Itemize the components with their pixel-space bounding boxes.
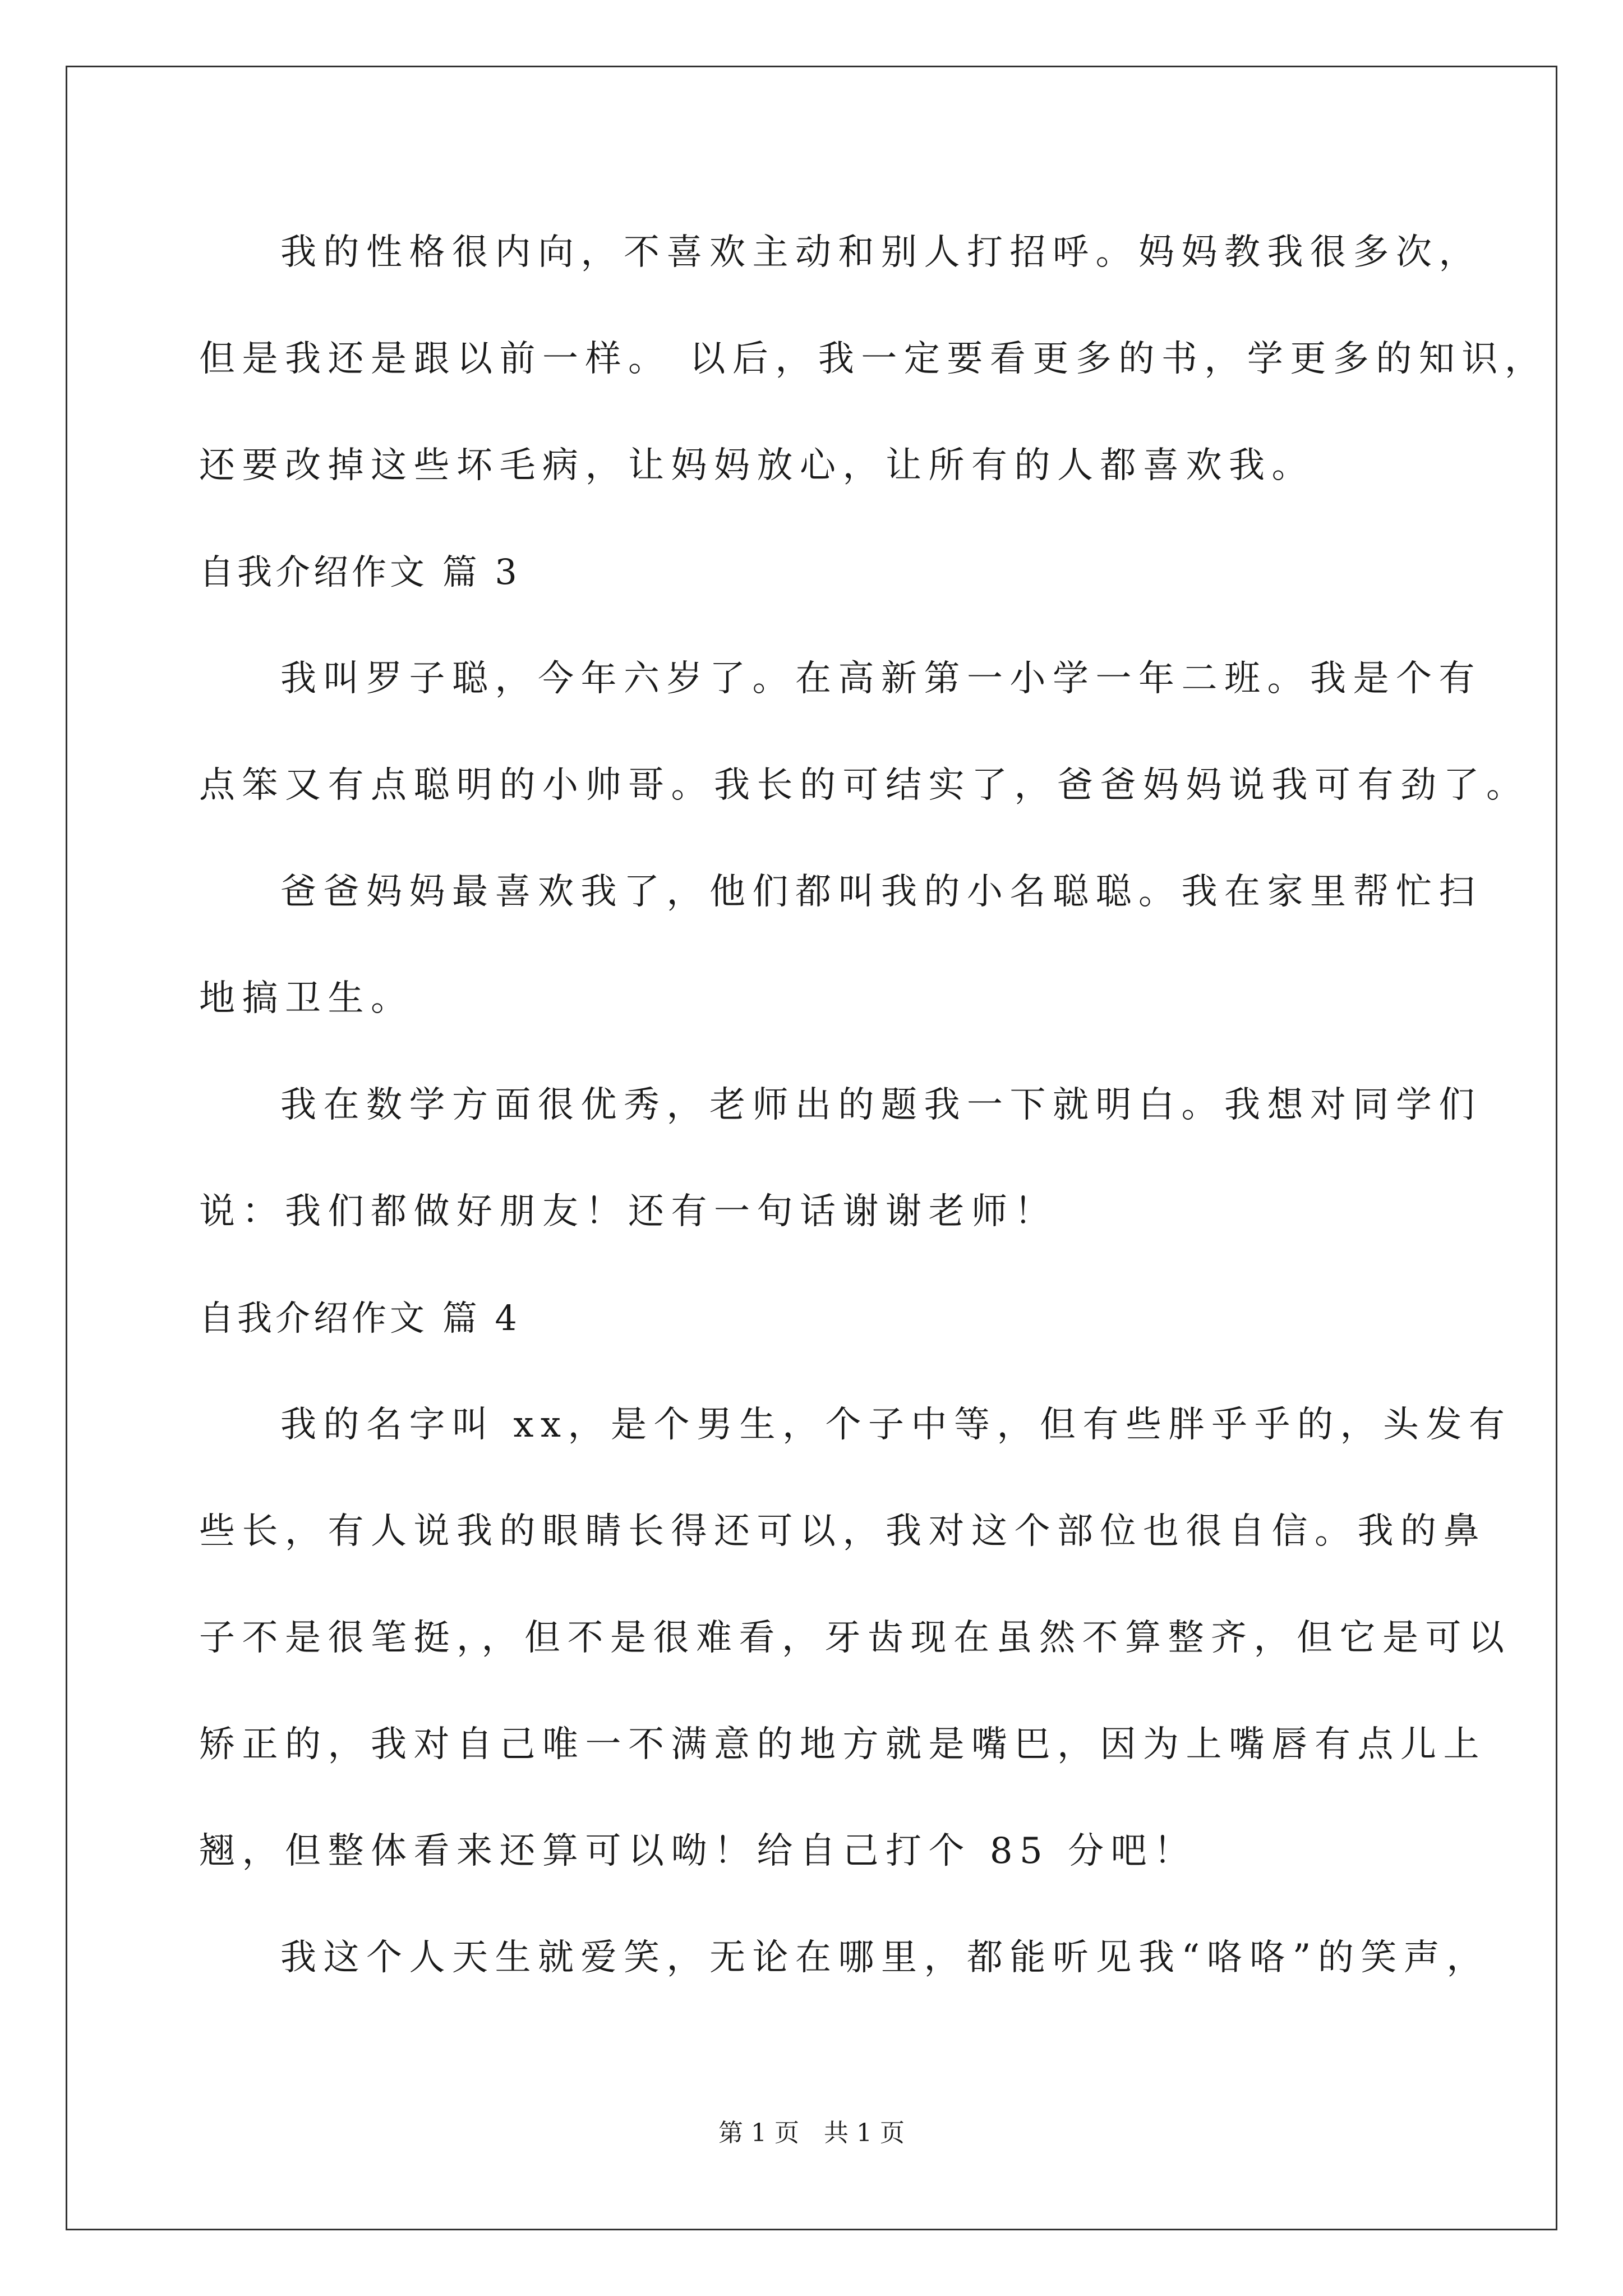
section-heading: 自我介绍作文 篇 4 <box>199 1297 520 1338</box>
section-heading: 自我介绍作文 篇 3 <box>199 551 520 592</box>
paragraph-line: 还要改掉这些坏毛病，让妈妈放心，让所有的人都喜欢我。 <box>199 445 1315 486</box>
page-footer: 第 1 页 共 1 页 <box>718 2119 905 2147</box>
paragraph-line: 翘，但整体看来还算可以呦！给自己打个 85 分吧！ <box>199 1830 1197 1872</box>
paragraph-line: 我在数学方面很优秀，老师出的题我一下就明白。我想对同学们 <box>280 1084 1482 1126</box>
paragraph-line: 我这个人天生就爱笑，无论在哪里，都能听见我“咯咯”的笑声， <box>280 1937 1490 1978</box>
paragraph-line: 但是我还是跟以前一样。 以后，我一定要看更多的书，学更多的知识， <box>199 338 1548 380</box>
paragraph-line: 点笨又有点聪明的小帅哥。我长的可结实了，爸爸妈妈说我可有劲了。 <box>199 765 1529 806</box>
paragraph-line: 我的名字叫 xx，是个男生，个子中等，但有些胖乎乎的，头发有 <box>280 1404 1512 1446</box>
paragraph-line: 我叫罗子聪，今年六岁了。在高新第一小学一年二班。我是个有 <box>280 658 1482 700</box>
paragraph-line: 矫正的，我对自己唯一不满意的地方就是嘴巴，因为上嘴唇有点儿上 <box>199 1724 1486 1765</box>
paragraph-line: 地搞卫生。 <box>199 978 414 1019</box>
paragraph-line: 子不是很笔挺，，但不是很难看，牙齿现在虽然不算整齐，但它是可以 <box>199 1617 1511 1659</box>
page-border <box>66 66 1557 2230</box>
paragraph-line: 些长，有人说我的眼睛长得还可以，我对这个部位也很自信。我的鼻 <box>199 1511 1486 1552</box>
paragraph-line: 说：我们都做好朋友！还有一句话谢谢老师！ <box>199 1191 1057 1232</box>
paragraph-line: 我的性格很内向，不喜欢主动和别人打招呼。妈妈教我很多次， <box>280 232 1482 273</box>
paragraph-line: 爸爸妈妈最喜欢我了，他们都叫我的小名聪聪。我在家里帮忙扫 <box>280 871 1482 913</box>
